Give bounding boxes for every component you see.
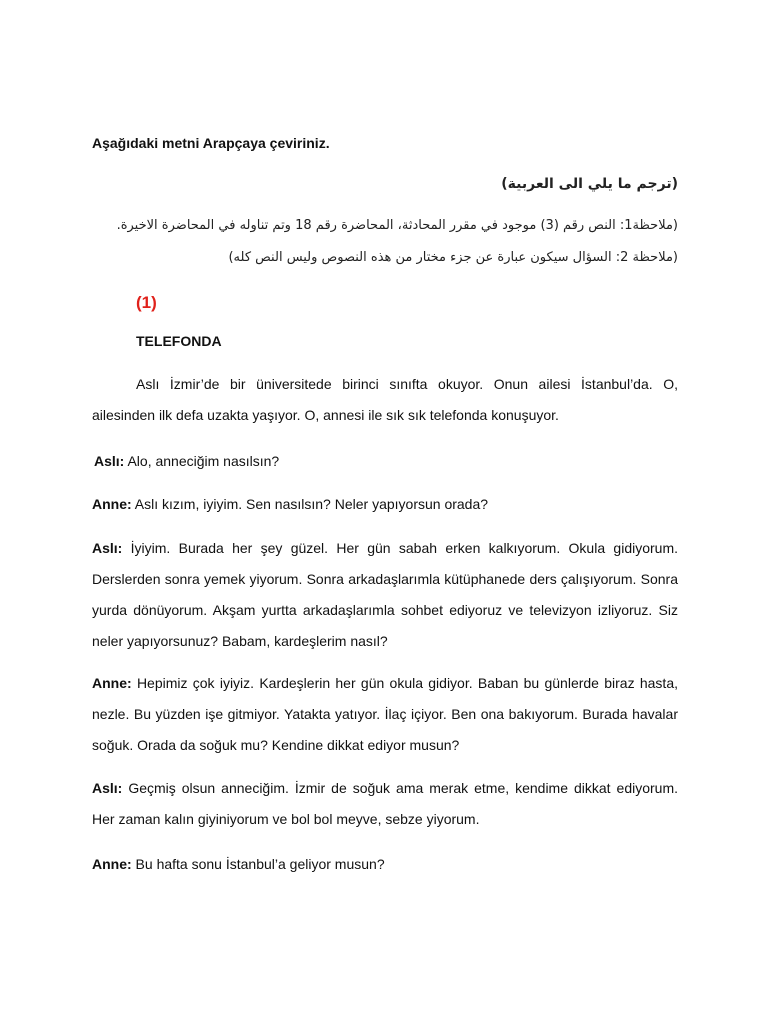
section-number: (1) [136, 293, 157, 312]
intro-paragraph: Aslı İzmir’de bir üniversitede birinci sınıfta okuyor. Onun ailesi İstanbul’da. O, ailesinden ilk defa uzakta yaşıyor. O, annesi ile sık sık telefonda konuşuyor. [92, 376, 678, 423]
dialogue-text: Aslı kızım, iyiyim. Sen nasılsın? Neler yapıyorsun orada? [131, 496, 489, 512]
dialogue-line [94, 446, 680, 477]
dialogue-line [92, 533, 678, 657]
speaker-label: Aslı: [92, 780, 123, 796]
instruction-heading: Aşağıdaki metni Arapçaya çeviriniz. [92, 135, 330, 151]
dialogue-text: Bu hafta sonu İstanbul’a geliyor musun? [131, 856, 385, 872]
dialogue-line [92, 773, 678, 835]
dialogue-text: Geçmiş olsun anneciğim. İzmir de soğuk ama merak etme, kendime dikkat ediyorum. Her zaman kalın giyiniyorum ve bol bol meyve, sebze yiyorum. [92, 780, 678, 827]
arabic-note-2: (ملاحظة 2: السؤال سيكون عبارة عن جزء مختار من هذه النصوص وليس النص كله) [228, 250, 678, 265]
dialogue-line [92, 668, 678, 761]
speaker-label: Anne: [92, 496, 132, 512]
speaker-label: Aslı: [94, 453, 125, 469]
dialogue-text: İyiyim. Burada her şey güzel. Her gün sabah erken kalkıyorum. Okula gidiyorum. Derslerden sonra yemek yiyorum. Sonra arkadaşlarımla kütüphanede ders çalışıyorum. Sonra yurda dönüyorum. Akşam yurtta arkadaşlarımla sohbet ediyoruz ve televizyon izliyoruz. Siz neler yapıyorsunuz? Babam, kardeşlerim nasıl? [92, 540, 678, 649]
section-title: TELEFONDA [136, 333, 222, 349]
arabic-note-1: (ملاحظة1: النص رقم (3) موجود في مقرر المحادثة، المحاضرة رقم 18 وتم تناوله في المحاضرة الاخيرة. [116, 218, 678, 233]
speaker-label: Anne: [92, 856, 132, 872]
dialogue-line [92, 849, 678, 880]
arabic-title: (ترجم ما يلي الى العربية) [501, 176, 678, 192]
speaker-label: Aslı: [92, 540, 123, 556]
dialogue-text: Alo, anneciğim nasılsın? [124, 453, 280, 469]
dialogue-text: Hepimiz çok iyiyiz. Kardeşlerin her gün okula gidiyor. Baban bu günlerde biraz hasta, nezle. Bu yüzden işe gitmiyor. Yatakta yatıyor. İlaç içiyor. Ben ona bakıyorum. Burada havalar soğuk. Orada da soğuk mu? Kendine dikkat ediyor musun? [92, 675, 678, 753]
dialogue-line [92, 489, 678, 520]
speaker-label: Anne: [92, 675, 132, 691]
